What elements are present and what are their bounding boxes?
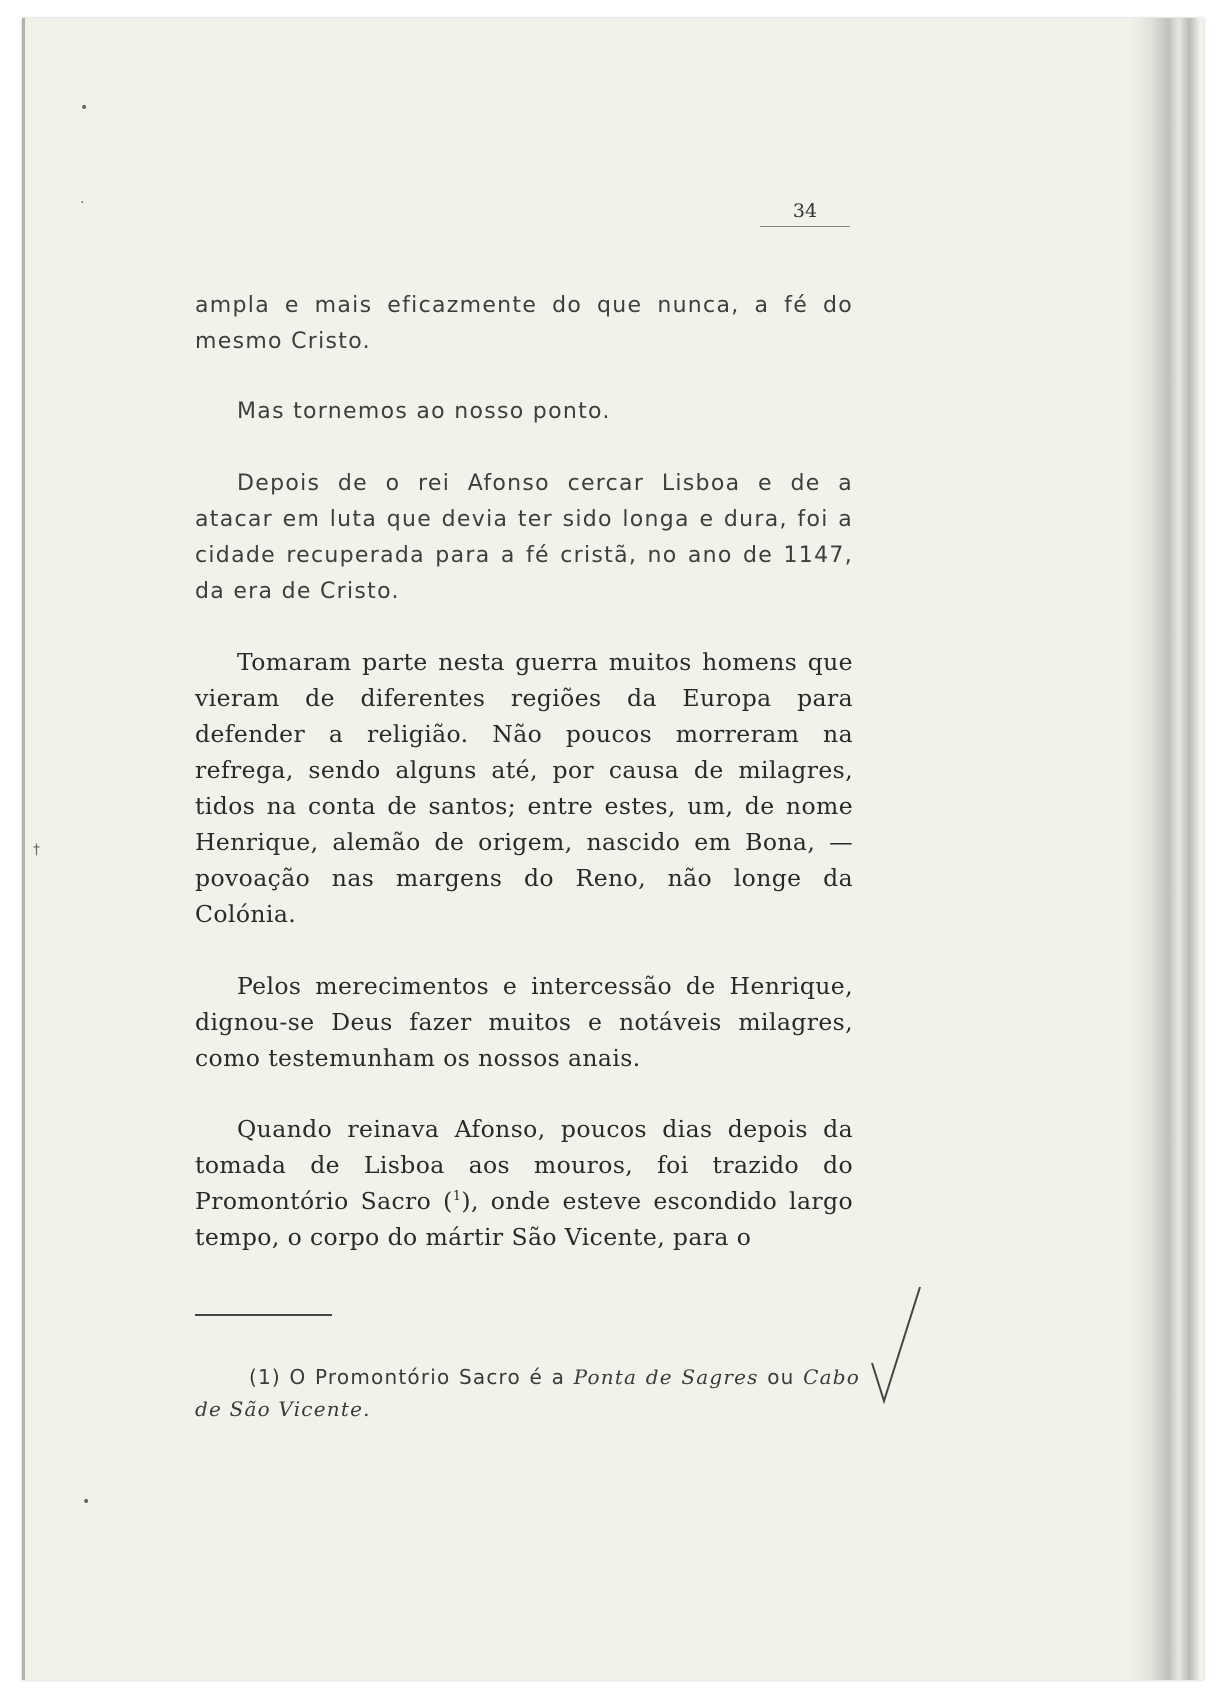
footnote-marker: (1) — [249, 1365, 281, 1389]
stray-mark: † — [33, 842, 40, 858]
paragraph: Tomaram parte nesta guerra muitos homens que vieram de diferentes regiões da Europa para defender a religião. Não poucos morreram na refrega, sendo alguns até, por causa de milagres, tidos na conta de santos; entre estes, um, de nome Henrique, alemão de origem, nascido em Bona, — povoação nas margens do Reno, não longe da Colónia. — [195, 648, 853, 928]
footnote-text: O Promontório Sacro é a — [289, 1365, 566, 1389]
paragraph-text: ), onde esteve escondido largo tempo, o corpo do mártir São Vicente, para o — [195, 1187, 853, 1251]
paragraph-continuation: ampla e mais eficazmente do que nunca, a fé do mesmo Cristo. — [195, 293, 853, 354]
paragraph: Mas tornemos ao nosso ponto. — [237, 399, 611, 424]
footnote-text: ou — [767, 1365, 795, 1389]
paragraph: Pelos merecimentos e intercessão de Henrique, dignou-se Deus fazer muitos e notáveis milagres, como testemunham os nossos anais. — [195, 972, 853, 1072]
footnote-rule — [195, 1314, 332, 1316]
stray-mark: · — [80, 195, 85, 211]
page-right-edge-shadow — [1130, 18, 1200, 1680]
footnote — [195, 1361, 860, 1425]
stray-mark: • — [80, 100, 89, 116]
paragraph-text: Quando reinava Afonso, poucos dias depois da tomada de Lisboa aos mouros, foi trazido do Promontório Sacro ( — [195, 1115, 853, 1215]
page-left-edge — [22, 18, 25, 1680]
footnote-reference: 1 — [452, 1189, 462, 1205]
paragraph: Depois de o rei Afonso cercar Lisboa e de a atacar em luta que devia ter sido longa e dura, foi a cidade recuperada para a fé cristã, no ano de 1147, da era de Cristo. — [195, 471, 853, 604]
paragraph-with-note — [195, 1111, 853, 1255]
stray-mark: • — [82, 1494, 91, 1510]
footnote-italic: Ponta de Sagres — [573, 1365, 759, 1389]
page-number: 34 — [760, 200, 850, 227]
check-mark-icon — [868, 1285, 928, 1415]
footnote-italic: Cabo de São Vicente. — [195, 1365, 860, 1421]
